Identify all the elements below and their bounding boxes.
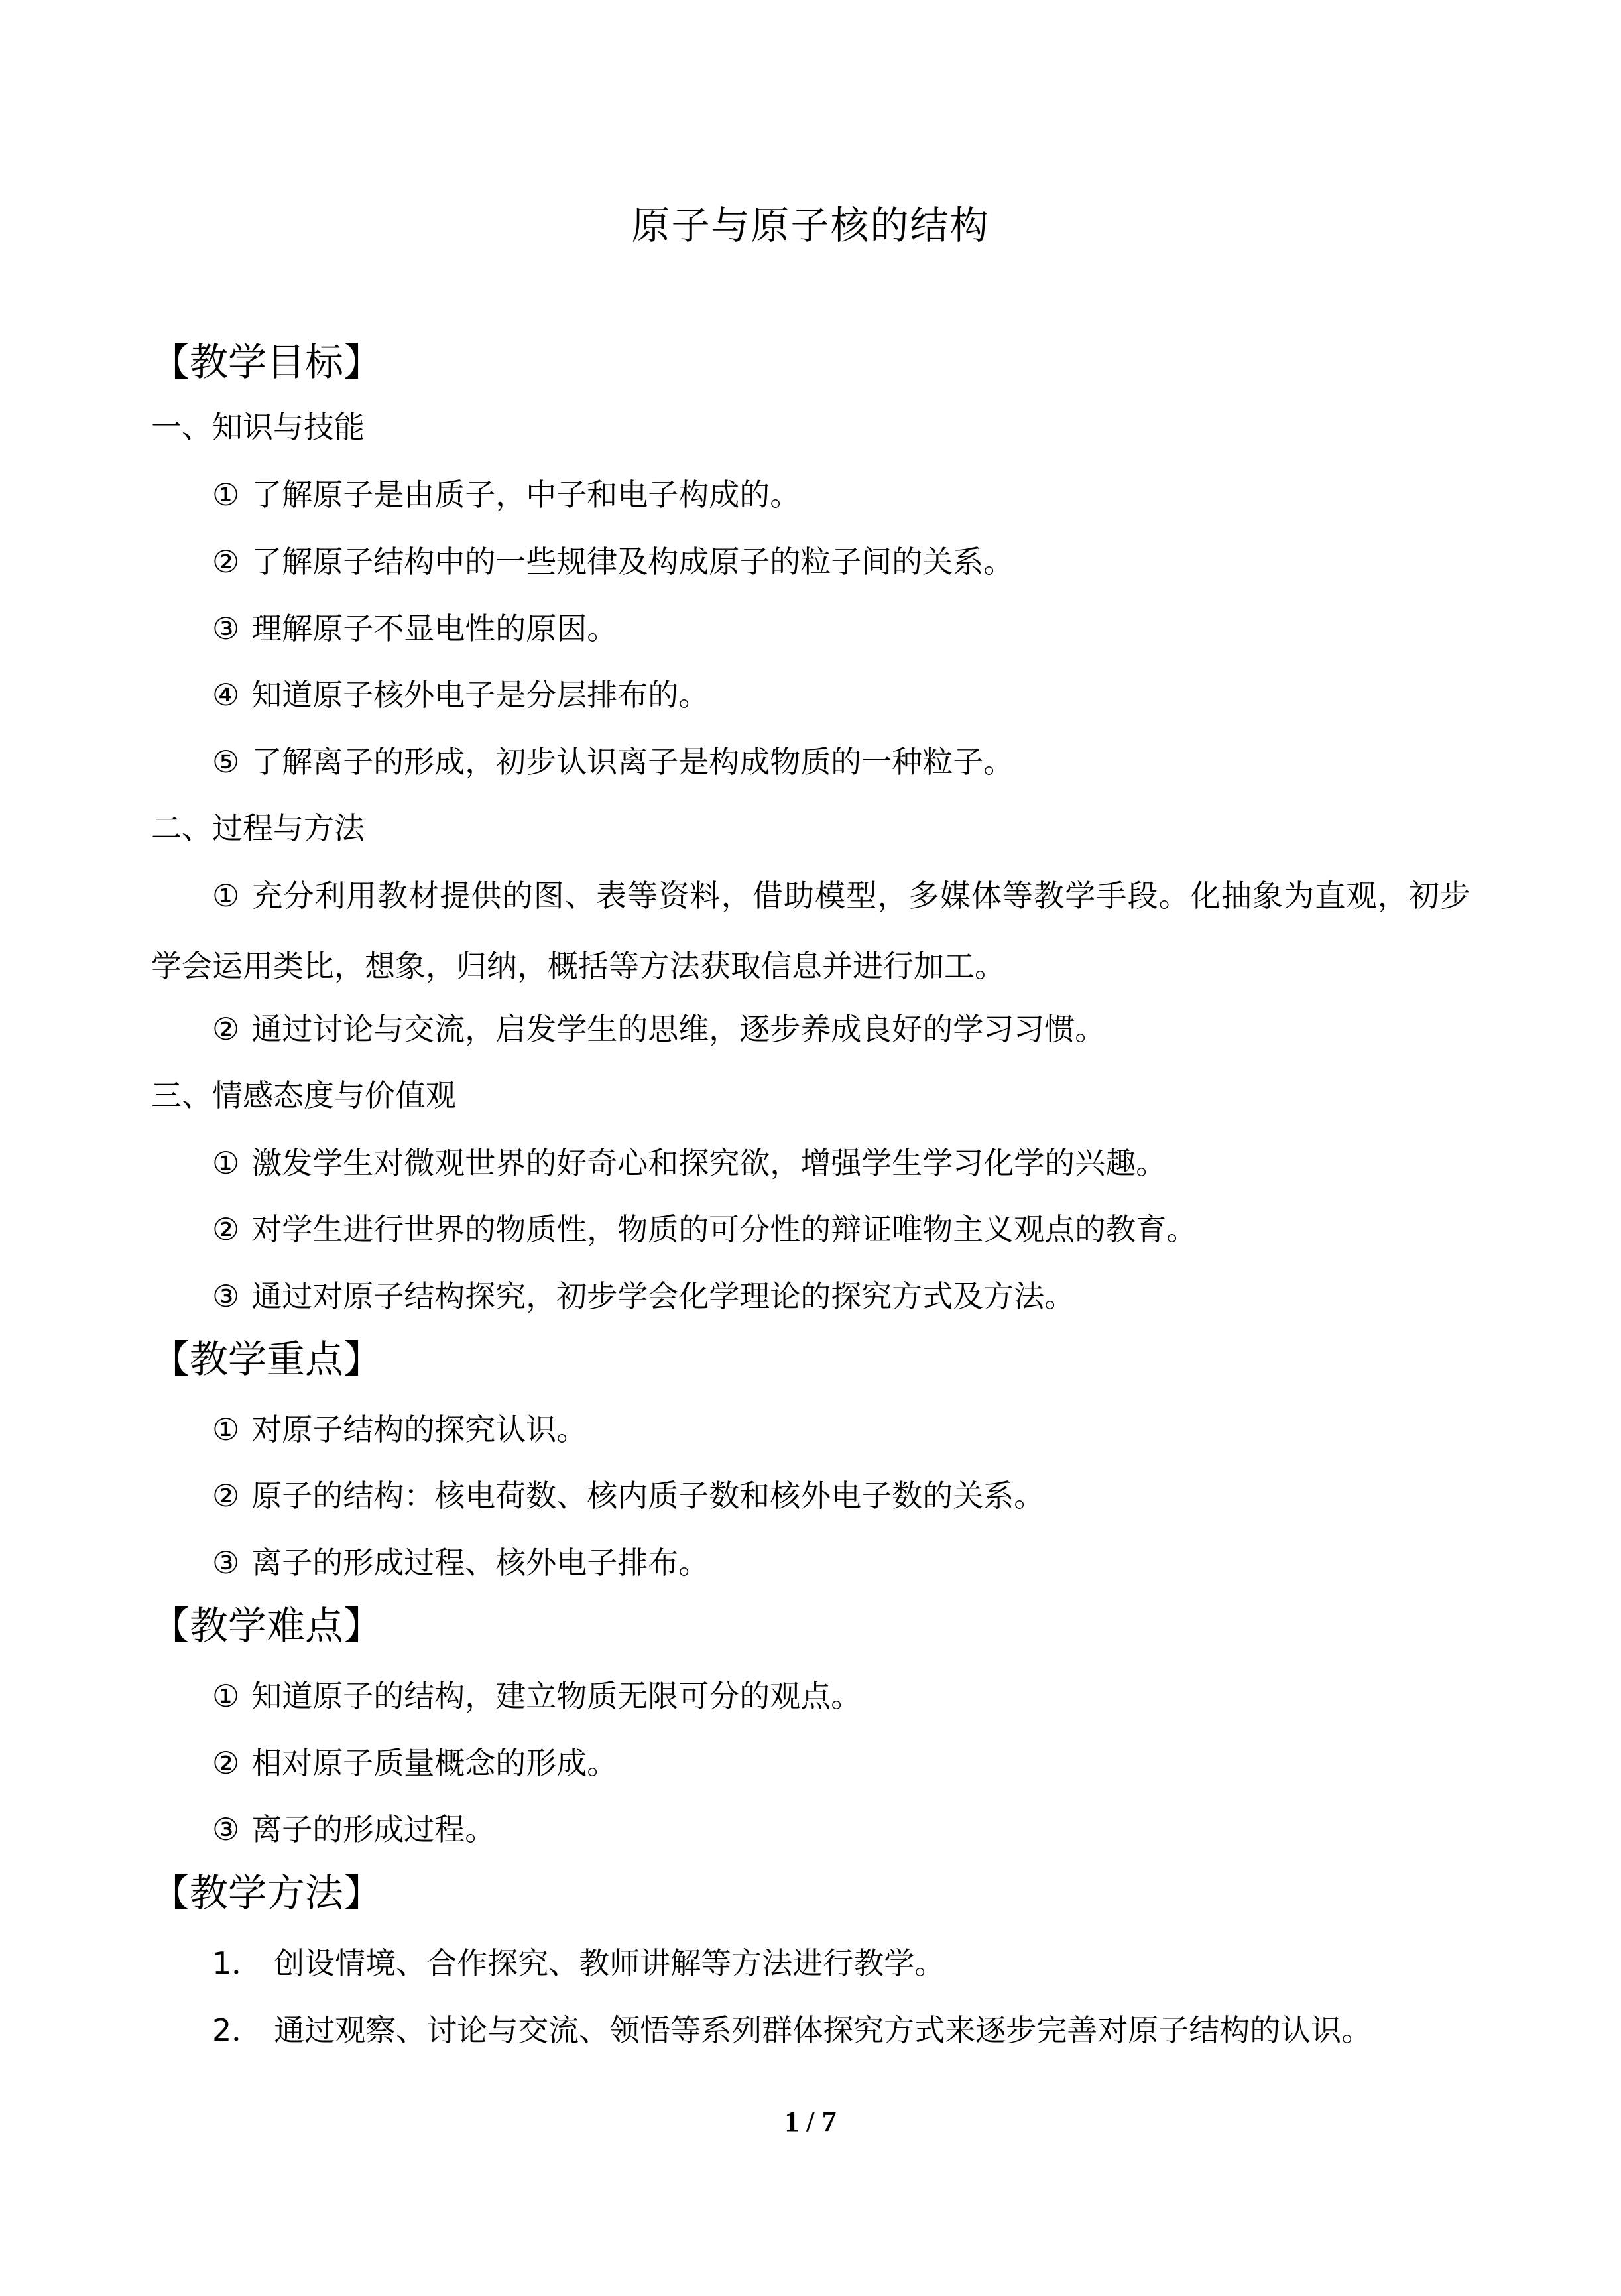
list-marker: ① <box>212 878 240 914</box>
list-marker: ① <box>212 477 240 513</box>
list-item-text: 了解原子是由质子，中子和电子构成的。 <box>251 477 801 513</box>
list-item <box>212 1275 1075 1317</box>
list-item <box>212 1408 587 1451</box>
list-item <box>212 674 709 716</box>
list-marker: ② <box>212 1478 240 1514</box>
section-heading-key-points: 【教学重点】 <box>151 1337 383 1382</box>
list-item <box>212 1808 495 1850</box>
list-marker: ② <box>212 1011 240 1047</box>
list-marker: 1． <box>212 1945 263 1981</box>
list-item <box>212 1475 1044 1517</box>
list-item-text: 对原子结构的探究认识。 <box>251 1412 587 1447</box>
list-item <box>212 1541 709 1584</box>
list-marker: ① <box>212 1412 240 1447</box>
list-item-text: 创设情境、合作探究、教师讲解等方法进行教学。 <box>274 1945 945 1981</box>
section-heading-methods: 【教学方法】 <box>151 1870 383 1915</box>
list-item-text: 激发学生对微观世界的好奇心和探究欲，增强学生学习化学的兴趣。 <box>251 1145 1167 1181</box>
list-item-text: 理解原子不显电性的原因。 <box>251 611 618 646</box>
paragraph-text: 充分利用教材提供的图、表等资料，借助模型，多媒体等教学手段。化抽象为直观，初步学会运用类比，想象，归纳，概括等方法获取信息并进行加工。 <box>151 878 1471 984</box>
subsection-title-emotion: 三、情感态度与价值观 <box>151 1077 456 1113</box>
list-item-text: 相对原子质量概念的形成。 <box>251 1745 618 1781</box>
subsection-title-process: 二、过程与方法 <box>151 810 365 846</box>
list-item <box>212 540 1014 583</box>
list-marker: ③ <box>212 1545 240 1581</box>
list-marker: ④ <box>212 677 240 713</box>
list-marker: ① <box>212 1145 240 1181</box>
list-marker: ② <box>212 1211 240 1247</box>
list-item-text: 原子的结构：核电荷数、核内质子数和核外电子数的关系。 <box>251 1478 1045 1514</box>
list-marker: ③ <box>212 611 240 646</box>
page-number: 1 / 7 <box>784 2105 837 2138</box>
list-item <box>212 473 800 516</box>
section-heading-difficulties: 【教学难点】 <box>151 1603 383 1648</box>
list-marker: 2． <box>212 2012 263 2048</box>
list-item-text: 知道原子的结构，建立物质无限可分的观点。 <box>251 1678 862 1714</box>
list-item <box>212 1008 1105 1050</box>
list-item-text: 离子的形成过程。 <box>251 1811 496 1847</box>
list-item-text: 通过观察、讨论与交流、领悟等系列群体探究方式来逐步完善对原子结构的认识。 <box>274 2012 1372 2048</box>
paragraph-item <box>151 861 1471 1001</box>
list-item <box>212 1142 1166 1184</box>
list-item-text: 通过讨论与交流，启发学生的思维，逐步养成良好的学习习惯。 <box>251 1011 1106 1047</box>
list-marker: ③ <box>212 1278 240 1314</box>
list-marker: ⑤ <box>212 744 240 780</box>
subsection-title-knowledge: 一、知识与技能 <box>151 409 365 445</box>
list-item-text: 知道原子核外电子是分层排布的。 <box>251 677 709 713</box>
list-item-text: 对学生进行世界的物质性，物质的可分性的辩证唯物主义观点的教育。 <box>251 1211 1197 1247</box>
section-heading-goals: 【教学目标】 <box>151 339 383 385</box>
list-marker: ① <box>212 1678 240 1714</box>
list-item <box>212 1942 945 1984</box>
list-marker: ② <box>212 1745 240 1781</box>
list-item <box>212 1675 861 1717</box>
list-item <box>212 741 1014 783</box>
list-item-text: 了解原子结构中的一些规律及构成原子的粒子间的关系。 <box>251 544 1014 579</box>
list-item <box>212 1742 617 1784</box>
list-item-text: 离子的形成过程、核外电子排布。 <box>251 1545 709 1581</box>
list-item <box>212 1208 1197 1250</box>
list-item <box>212 2009 1372 2051</box>
list-marker: ② <box>212 544 240 579</box>
page-title: 原子与原子核的结构 <box>631 203 990 248</box>
list-marker: ③ <box>212 1811 240 1847</box>
list-item-text: 了解离子的形成，初步认识离子是构成物质的一种粒子。 <box>251 744 1014 780</box>
list-item <box>212 607 617 650</box>
list-item-text: 通过对原子结构探究，初步学会化学理论的探究方式及方法。 <box>251 1278 1075 1314</box>
